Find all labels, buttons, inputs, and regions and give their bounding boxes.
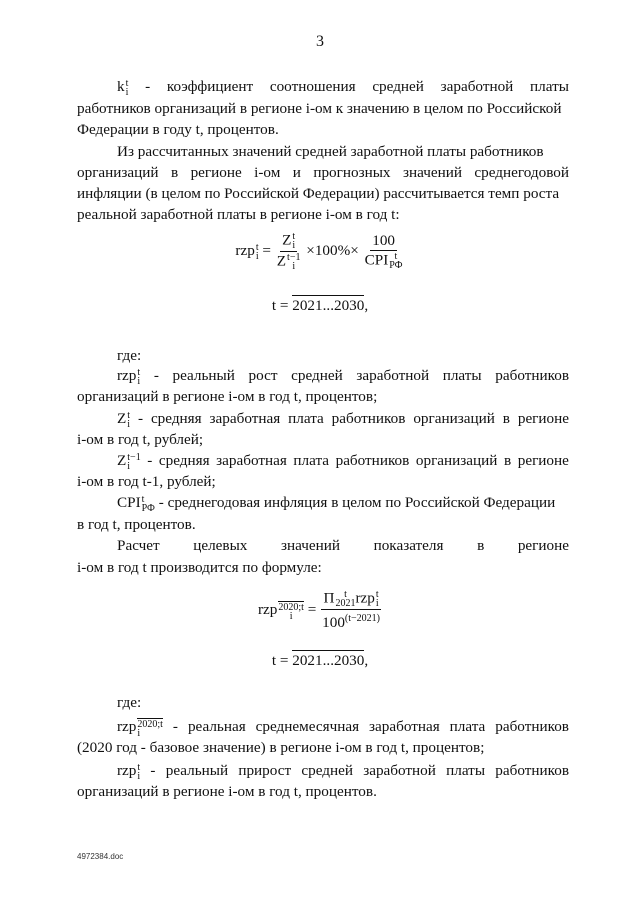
symbol-cpi: CPI t РФ	[117, 493, 155, 514]
def-z-line2: i-ом в год t, рублей;	[77, 431, 204, 448]
formula2-lhs: rzp 2020;t i	[258, 601, 304, 622]
where-label-1: где:	[117, 347, 142, 364]
word: прогнозных	[313, 164, 391, 181]
def-z-line1: Z t i - средняя заработная плата работников организаций в регионе	[117, 409, 569, 430]
word: и	[292, 164, 301, 181]
equals-sign: =	[262, 241, 271, 259]
word: i-ом	[254, 164, 281, 181]
word: -	[145, 78, 151, 95]
para1-line3: Федерации в году t, процентов.	[77, 121, 279, 138]
symbol-rzp-growth: rzp t i	[117, 761, 141, 782]
para2-line3: инфляции (в целом по Российской Федерации) рассчитывается темп роста	[77, 185, 560, 202]
def-z1-line1: Z t−1 i - средняя заработная плата работников организаций в регионе	[117, 451, 569, 472]
page-number: 3	[316, 33, 324, 50]
def-rzp-growth-line2: организаций в регионе i-ом в год t, процентов.	[77, 783, 377, 800]
range-2: t = 2021...2030,	[271, 652, 369, 669]
symbol-rzp-2020: rzp 2020;t i	[117, 718, 163, 739]
para3-line2: i-ом в год t производится по формуле:	[77, 559, 322, 576]
def-rzp-line2: организаций в регионе i-ом в год t, процентов;	[77, 388, 378, 405]
word: организаций	[77, 164, 159, 181]
formula-lhs: rzp t i	[235, 241, 259, 262]
word: коэффициент	[166, 78, 254, 95]
word: заработной	[440, 78, 514, 95]
symbol-z: Z t i	[117, 409, 131, 430]
def-z1-line2: i-ом в год t-1, рублей;	[77, 473, 216, 490]
para3-line1: Расчет целевых значений показателя в регионе	[117, 537, 569, 554]
symbol-rzp: rzp t i	[117, 366, 141, 387]
def-rzp2020-line2: (2020 год - базовое значение) в регионе i-ом в год t, процентов;	[77, 739, 485, 756]
def-rzp-growth-line1: rzp t i - реальный прирост средней заработной платы работников	[117, 761, 569, 782]
def-rzp-line1: rzp t i - реальный рост средней заработной платы работников	[117, 366, 569, 387]
para1-line1	[117, 76, 569, 97]
footer-filename: 4972384.doc	[77, 852, 124, 861]
equals-sign: =	[307, 601, 317, 619]
word: средней	[372, 78, 424, 95]
formula-rzp	[0, 232, 640, 271]
formula-rzp-2020	[0, 590, 640, 631]
where-label-2: где:	[117, 694, 142, 711]
para2-line1: Из рассчитанных значений средней заработной платы работников	[117, 143, 544, 160]
word: в	[170, 164, 179, 181]
word: платы	[530, 78, 569, 95]
def-cpi-line1: CPI t РФ - среднегодовая инфляция в целом по Российской Федерации	[117, 493, 556, 514]
para2-line4: реальной заработной платы в регионе i-ом в год t:	[77, 206, 400, 223]
word: значений	[402, 164, 462, 181]
word: регионе	[190, 164, 242, 181]
range-1: t = 2021...2030,	[271, 297, 369, 314]
para2-line2	[77, 162, 569, 183]
fraction-cpi: 100 CPI t РФ	[364, 232, 403, 271]
fraction-product: Π t 2021 rzp t i $100^{(t-2021)}$	[322, 589, 380, 632]
def-cpi-line2: в год t, процентов.	[77, 516, 196, 533]
fraction-z: Z t i Z t−1 i	[276, 231, 301, 272]
multiplier-text: ×100%×	[306, 241, 359, 259]
para1-line2: работников организаций в регионе i-ом к значению в целом по Российской	[77, 100, 562, 117]
word: среднегодовой	[474, 164, 569, 181]
symbol-z-prev: Z t−1 i	[117, 451, 141, 472]
def-rzp2020-line1: rzp 2020;t i - реальная среднемесячная заработная плата работников	[117, 718, 569, 739]
symbol-k: k t i	[117, 77, 129, 98]
word: соотношения	[269, 78, 356, 95]
